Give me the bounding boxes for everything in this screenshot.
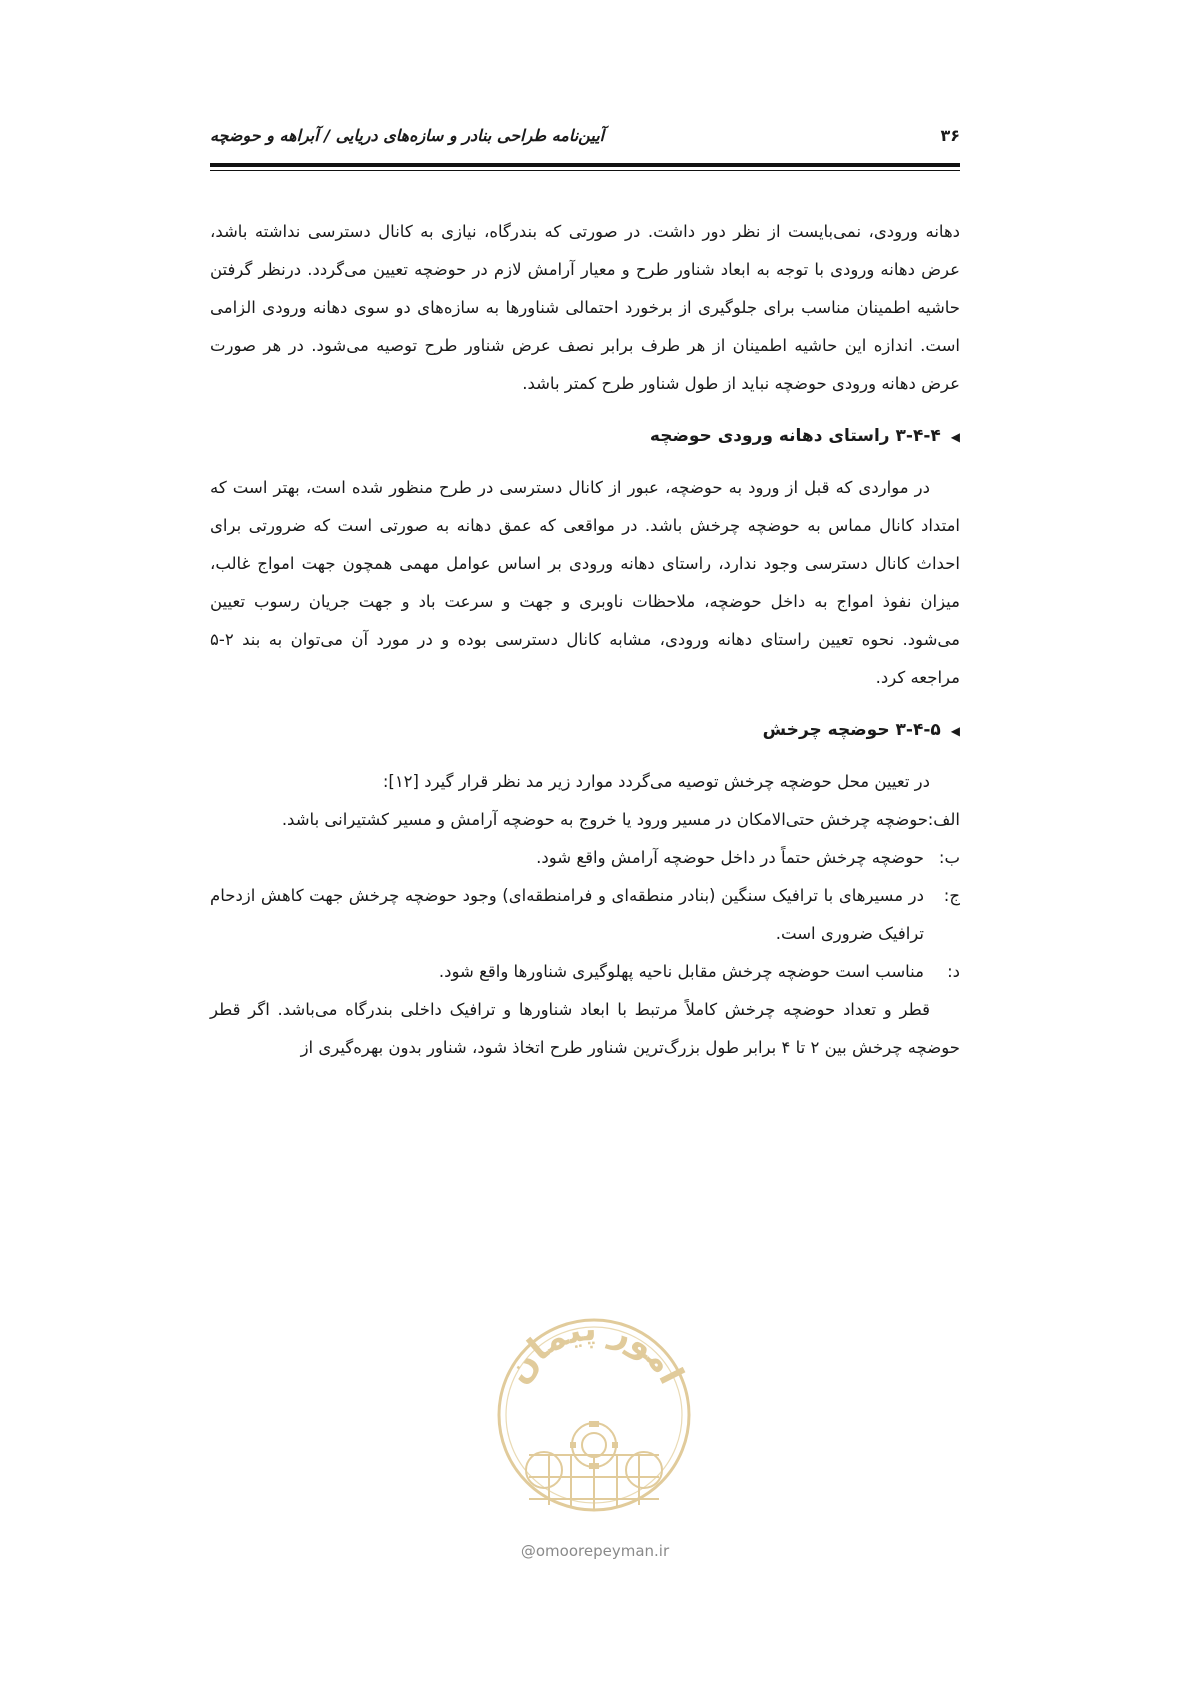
paragraph-4: قطر و تعداد حوضچه چرخش کاملاً مرتبط با ابعاد شناورها و ترافیک داخلی بندرگاه می‌باشد. اگر قطر حوضچه چرخش بین ۲ تا ۴ برابر طول بزرگ‌ترین شناور طرح اتخاذ شود، شناور بدون بهره‌گیری از (210, 1000, 960, 1057)
paragraph-2: در مواردی که قبل از ورود به حوضچه، عبور از کانال دسترسی در طرح منظور شده است، بهتر است که امتداد کانال مماس به حوضچه چرخش باشد. در مواقعی که عمق دهانه به صورتی است که ضرورتی برای احداث کانال دسترسی وجود ندارد، راستای دهانه ورودی بر اساس عوامل مهمی همچون جهت امواج غالب، میزان نفوذ امواج به داخل حوضچه، ملاحظات ناوبری و جهت و سرعت باد و جهت جریان رسوب تعیین می‌شود. نحوه تعیین راستای دهانه ورودی، مشابه کانال دسترسی بوده و در مورد آن می‌توان به بند ۲-۵ مراجعه کرد. (210, 478, 960, 687)
paragraph-3: در تعیین محل حوضچه چرخش توصیه می‌گردد موارد زیر مد نظر قرار گیرد [۱۲]: (382, 772, 930, 791)
watermark-url-text: omoorepeyman.ir (535, 1542, 670, 1560)
list-marker: الف: (927, 810, 960, 829)
section-heading-4-5 (210, 697, 960, 763)
list-marker: ج: (943, 886, 960, 905)
list-item (210, 953, 960, 991)
list-text: مناسب است حوضچه چرخش مقابل ناحیه پهلوگیری شناورها واقع شود. (438, 962, 924, 981)
body-content (210, 213, 960, 1067)
triangle-bullet-icon: ◀ (950, 724, 960, 738)
list-text: در مسیرهای با ترافیک سنگین (بنادر منطقه‌ای و فرامنطقه‌ای) وجود حوضچه چرخش جهت کاهش ازدحام ترافیک ضروری است. (210, 886, 924, 943)
at-icon: @ (520, 1542, 536, 1560)
page-header (210, 126, 960, 154)
header-rule-thin (210, 170, 960, 171)
paragraph-1: دهانه ورودی، نمی‌بایست از نظر دور داشت. در صورتی که بندرگاه، نیازی به کانال دسترسی نداشته باشد، عرض دهانه ورودی با توجه به ابعاد شناور طرح و معیار آرامش لازم در حوضچه تعیین می‌گردد. درنظر گرفتن حاشیه اطمینان مناسب برای جلوگیری از برخورد احتمالی شناورها به سازه‌های دو سوی دهانه ورودی الزامی است. اندازه این حاشیه اطمینان از هر طرف برابر نصف عرض شناور طرح توصیه می‌شود. در هر صورت عرض دهانه ورودی حوضچه نباید از طول شناور طرح کمتر باشد. (210, 222, 960, 393)
header-rule-thick (210, 163, 960, 167)
list-text: حوضچه چرخش حتی‌الامکان در مسیر ورود یا خروج به حوضچه آرامش و مسیر کشتیرانی باشد. (281, 810, 928, 829)
heading-text: ۳-۴-۴ راستای دهانه ورودی حوضچه (649, 426, 941, 446)
list-marker: ب: (938, 848, 960, 867)
list-text: حوضچه چرخش حتماً در داخل حوضچه آرامش واقع شود. (536, 848, 924, 867)
heading-text: ۳-۴-۵ حوضچه چرخش (762, 720, 941, 740)
list-marker: د: (947, 962, 960, 981)
running-title: آیین‌نامه طراحی بنادر و سازه‌های دریایی / آبراهه و حوضچه (210, 126, 605, 145)
triangle-bullet-icon: ◀ (950, 430, 960, 444)
page-number: ۳۶ (940, 126, 960, 145)
list-item (210, 839, 960, 877)
watermark-logo-icon (489, 1305, 699, 1535)
watermark-url (460, 1542, 730, 1564)
list-item (210, 801, 960, 839)
section-heading-4-4 (210, 403, 960, 469)
watermark-logo-text: امور پیمان (497, 1308, 692, 1391)
list-item (210, 877, 960, 953)
